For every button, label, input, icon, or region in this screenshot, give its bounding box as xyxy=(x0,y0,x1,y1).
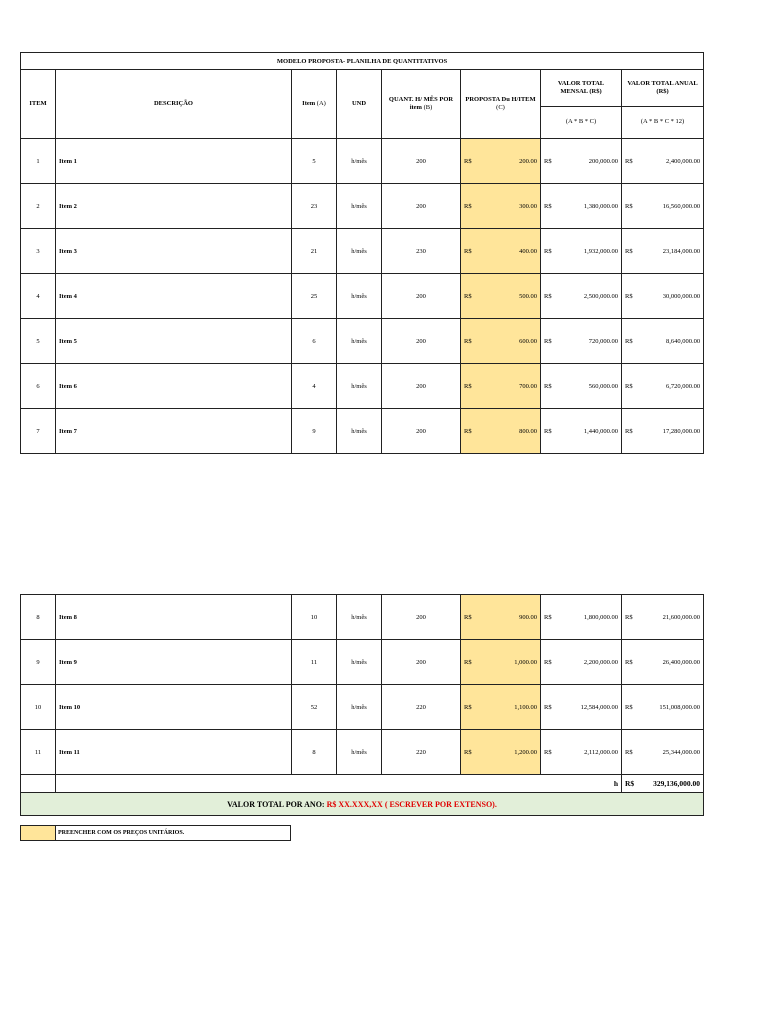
item-description: Item 3 xyxy=(56,229,292,274)
item-unit: h/mês xyxy=(337,184,382,229)
table-row xyxy=(21,274,704,319)
item-quantity-a: 4 xyxy=(292,364,337,409)
table-row xyxy=(21,139,704,184)
item-unit: h/mês xyxy=(337,229,382,274)
item-price-c[interactable]: R$ 800.00 xyxy=(461,409,541,454)
legend-text: PREENCHER COM OS PREÇOS UNITÁRIOS. xyxy=(56,826,291,841)
header-descricao: DESCRIÇÃO xyxy=(56,70,292,139)
item-quantity-a: 21 xyxy=(292,229,337,274)
table-row xyxy=(21,685,704,730)
item-description: Item 1 xyxy=(56,139,292,184)
item-number: 7 xyxy=(21,409,56,454)
item-annual-total: R$ 23,184,000.00 xyxy=(622,229,704,274)
item-quantity-a: 52 xyxy=(292,685,337,730)
table-row xyxy=(21,229,704,274)
item-monthly-total: R$ 2,112,000.00 xyxy=(541,730,622,775)
item-hours-b: 200 xyxy=(382,640,461,685)
summary-row xyxy=(21,793,704,816)
item-number: 10 xyxy=(21,685,56,730)
item-price-c[interactable]: R$ 400.00 xyxy=(461,229,541,274)
item-description: Item 6 xyxy=(56,364,292,409)
item-hours-b: 200 xyxy=(382,184,461,229)
item-number: 6 xyxy=(21,364,56,409)
item-price-c[interactable]: R$ 600.00 xyxy=(461,319,541,364)
item-description: Item 2 xyxy=(56,184,292,229)
item-unit: h/mês xyxy=(337,640,382,685)
header-item: ITEM xyxy=(21,70,56,139)
item-description: Item 4 xyxy=(56,274,292,319)
item-description: Item 8 xyxy=(56,595,292,640)
total-value: R$ 329,136,000.00 xyxy=(622,775,704,793)
item-description: Item 10 xyxy=(56,685,292,730)
item-monthly-total: R$ 1,380,000.00 xyxy=(541,184,622,229)
item-description: Item 5 xyxy=(56,319,292,364)
item-number: 8 xyxy=(21,595,56,640)
header-item-a: Item (A) xyxy=(292,70,337,139)
item-unit: h/mês xyxy=(337,595,382,640)
item-number: 9 xyxy=(21,640,56,685)
item-number: 4 xyxy=(21,274,56,319)
item-monthly-total: R$ 560,000.00 xyxy=(541,364,622,409)
item-quantity-a: 11 xyxy=(292,640,337,685)
total-prefix: h xyxy=(56,775,622,793)
item-annual-total: R$ 151,008,000.00 xyxy=(622,685,704,730)
item-unit: h/mês xyxy=(337,364,382,409)
item-annual-total: R$ 25,344,000.00 xyxy=(622,730,704,775)
item-monthly-total: R$ 12,584,000.00 xyxy=(541,685,622,730)
item-price-c[interactable]: R$ 1,000.00 xyxy=(461,640,541,685)
item-quantity-a: 9 xyxy=(292,409,337,454)
item-annual-total: R$ 2,400,000.00 xyxy=(622,139,704,184)
item-hours-b: 200 xyxy=(382,274,461,319)
item-quantity-a: 23 xyxy=(292,184,337,229)
table-row xyxy=(21,184,704,229)
item-hours-b: 200 xyxy=(382,595,461,640)
item-annual-total: R$ 16,560,000.00 xyxy=(622,184,704,229)
item-number: 11 xyxy=(21,730,56,775)
item-unit: h/mês xyxy=(337,409,382,454)
item-price-c[interactable]: R$ 500.00 xyxy=(461,274,541,319)
item-unit: h/mês xyxy=(337,139,382,184)
item-hours-b: 200 xyxy=(382,139,461,184)
total-row xyxy=(21,775,704,793)
summary-value: R$ XX.XXX,XX ( ESCREVER POR EXTENSO). xyxy=(326,799,497,809)
table-row xyxy=(21,730,704,775)
item-quantity-a: 8 xyxy=(292,730,337,775)
item-price-c[interactable]: R$ 1,100.00 xyxy=(461,685,541,730)
item-annual-total: R$ 17,280,000.00 xyxy=(622,409,704,454)
header-valor-mensal: VALOR TOTAL MENSAL (R$) xyxy=(541,70,622,107)
item-price-c[interactable]: R$ 900.00 xyxy=(461,595,541,640)
item-quantity-a: 5 xyxy=(292,139,337,184)
item-price-c[interactable]: R$ 300.00 xyxy=(461,184,541,229)
item-monthly-total: R$ 1,440,000.00 xyxy=(541,409,622,454)
item-hours-b: 200 xyxy=(382,409,461,454)
header-und: UND xyxy=(337,70,382,139)
item-annual-total: R$ 26,400,000.00 xyxy=(622,640,704,685)
item-monthly-total: R$ 720,000.00 xyxy=(541,319,622,364)
item-monthly-total: R$ 2,200,000.00 xyxy=(541,640,622,685)
summary-cell: VALOR TOTAL POR ANO: R$ XX.XXX,XX ( ESCREVER POR EXTENSO). xyxy=(21,793,704,816)
item-number: 1 xyxy=(21,139,56,184)
sheet-title: MODELO PROPOSTA- PLANILHA DE QUANTITATIVOS xyxy=(21,53,704,70)
item-annual-total: R$ 8,640,000.00 xyxy=(622,319,704,364)
item-monthly-total: R$ 1,932,000.00 xyxy=(541,229,622,274)
item-description: Item 11 xyxy=(56,730,292,775)
item-quantity-a: 10 xyxy=(292,595,337,640)
item-unit: h/mês xyxy=(337,319,382,364)
item-quantity-a: 6 xyxy=(292,319,337,364)
item-description: Item 7 xyxy=(56,409,292,454)
formula-mensal: (A * B * C) xyxy=(541,107,622,139)
formula-anual: (A * B * C * 12) xyxy=(622,107,704,139)
item-annual-total: R$ 6,720,000.00 xyxy=(622,364,704,409)
item-annual-total: R$ 21,600,000.00 xyxy=(622,595,704,640)
quantities-table-part1 xyxy=(20,52,704,454)
item-number: 5 xyxy=(21,319,56,364)
item-hours-b: 200 xyxy=(382,319,461,364)
table-row xyxy=(21,319,704,364)
legend xyxy=(20,825,291,841)
item-annual-total: R$ 30,000,000.00 xyxy=(622,274,704,319)
legend-swatch xyxy=(21,826,56,841)
item-monthly-total: R$ 200,000.00 xyxy=(541,139,622,184)
item-price-c[interactable]: R$ 1,200.00 xyxy=(461,730,541,775)
table-row xyxy=(21,409,704,454)
item-number: 3 xyxy=(21,229,56,274)
item-hours-b: 220 xyxy=(382,730,461,775)
item-unit: h/mês xyxy=(337,730,382,775)
item-unit: h/mês xyxy=(337,274,382,319)
item-price-c[interactable]: R$ 700.00 xyxy=(461,364,541,409)
item-monthly-total: R$ 1,800,000.00 xyxy=(541,595,622,640)
table-row xyxy=(21,595,704,640)
item-unit: h/mês xyxy=(337,685,382,730)
quantities-table-part2 xyxy=(20,594,704,816)
table-row xyxy=(21,364,704,409)
item-hours-b: 220 xyxy=(382,685,461,730)
header-quant: QUANT. H/ MÊS POR item (B) xyxy=(382,70,461,139)
item-quantity-a: 25 xyxy=(292,274,337,319)
item-hours-b: 230 xyxy=(382,229,461,274)
item-monthly-total: R$ 2,500,000.00 xyxy=(541,274,622,319)
item-price-c[interactable]: R$ 200.00 xyxy=(461,139,541,184)
table-row xyxy=(21,640,704,685)
item-hours-b: 200 xyxy=(382,364,461,409)
header-valor-anual: VALOR TOTAL ANUAL (R$) xyxy=(622,70,704,107)
item-number: 2 xyxy=(21,184,56,229)
header-proposta: PROPOSTA Du H/ITEM (C) xyxy=(461,70,541,139)
item-description: Item 9 xyxy=(56,640,292,685)
